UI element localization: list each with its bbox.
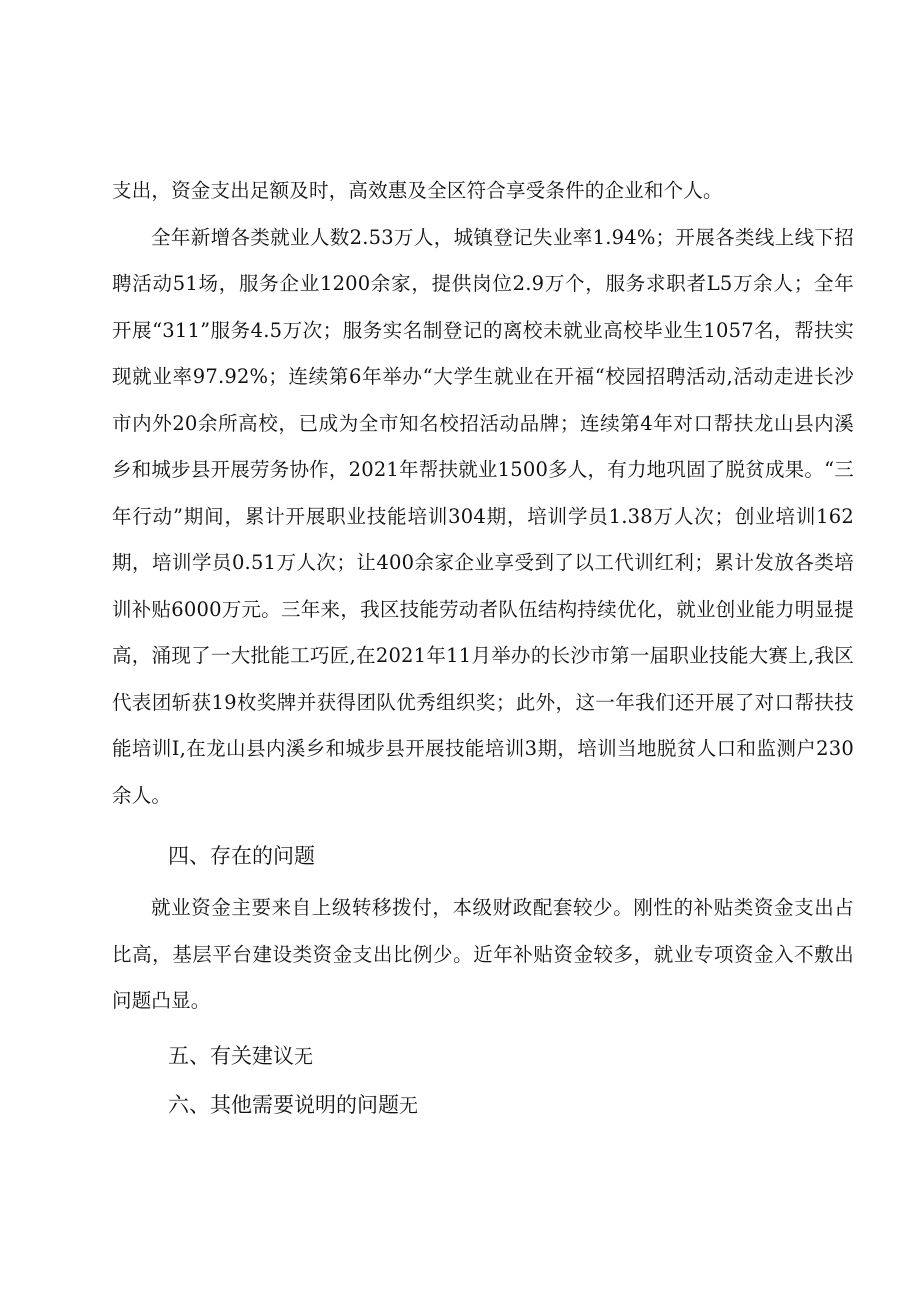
section-5-note: 无 xyxy=(294,1045,314,1068)
section-4-title: 四、存在的问题 xyxy=(168,844,315,868)
document-body xyxy=(112,168,854,1129)
section-5-title: 五、有关建议 xyxy=(168,1043,294,1068)
section-6-note: 无 xyxy=(399,1094,419,1117)
intro-fragment: 支出，资金支出足额及时，高效惠及全区符合享受条件的企业和个人。 xyxy=(112,179,723,202)
section-4-heading xyxy=(112,833,854,879)
section-6-heading xyxy=(112,1082,854,1129)
section-5-heading xyxy=(112,1033,854,1080)
section-4-body: 就业资金主要来自上级转移拨付，本级财政配套较少。刚性的补贴类资金支出占比高，基层平台建设类资金支出比例少。近年补贴资金较多，就业专项资金入不敷出问题凸显。 xyxy=(112,896,854,1012)
employment-paragraph: 全年新增各类就业人数2.53万人，城镇登记失业率1.94%；开展各类线上线下招聘活动51场，服务企业1200余家，提供岗位2.9万个，服务求职者L5万余人；全年开展“311”服务4.5万次；服务实名制登记的离校未就业高校毕业生1057名，帮扶实现就业率97.92%；连续第6年举办“大学生就业在开福“校园招聘活动,活动走进长沙市内外20余所高校，已成为全市知名校招活动品牌；连续第4年对口帮扶龙山县内溪乡和城步县开展劳务协作，2021年帮扶就业1500多人，有力地巩固了脱贫成果。“三年行动”期间，累计开展职业技能培训304期，培训学员1.38万人次；创业培训162期，培训学员0.51万人次；让400余家企业享受到了以工代训红利；累计发放各类培训补贴6000万元。三年来，我区技能劳动者队伍结构持续优化，就业创业能力明显提高，涌现了一大批能工巧匠,在2021年11月举办的长沙市第一届职业技能大赛上,我区代表团斩获19枚奖牌并获得团队优秀组织奖；此外，这一年我们还开展了对口帮扶技能培训I,在龙山县内溪乡和城步县开展技能培训3期，培训当地脱贫人口和监测户230余人。 xyxy=(112,225,854,807)
section-6-title: 六、其他需要说明的问题 xyxy=(168,1092,399,1117)
